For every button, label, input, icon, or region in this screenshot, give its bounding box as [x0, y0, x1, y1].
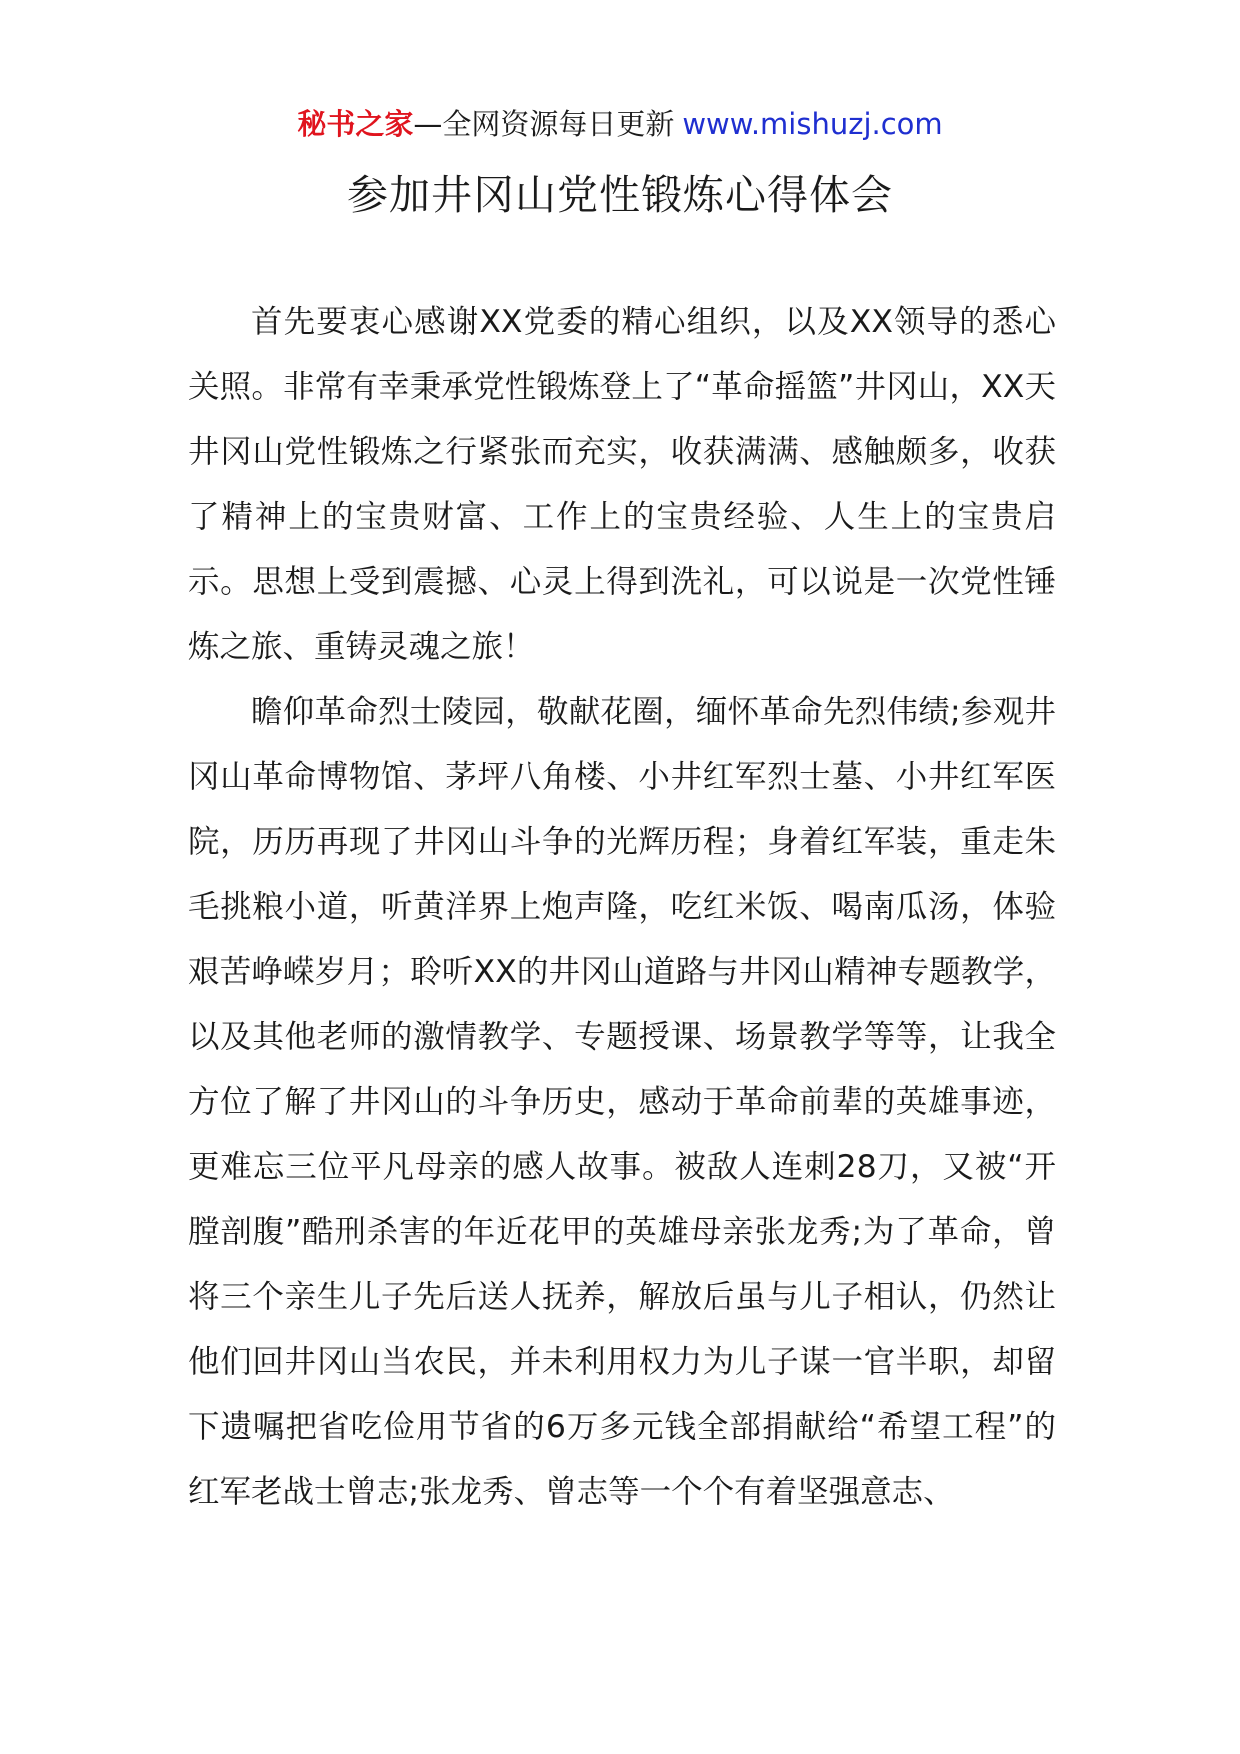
site-header — [0, 100, 1240, 148]
paragraph-1: 首先要衷心感谢XX党委的精心组织，以及XX领导的悉心关照。非常有幸秉承党性锻炼登上了“革命摇篮”井冈山，XX天井冈山党性锻炼之行紧张而充实，收获满满、感触颇多，收获了精神上的宝贵财富、工作上的宝贵经验、人生上的宝贵启示。思想上受到震撼、心灵上得到洗礼，可以说是一次党性锤炼之旅、重铸灵魂之旅！ — [188, 304, 1056, 665]
brand-name: 秘书之家 — [297, 107, 414, 141]
document-title: 参加井冈山党性锻炼心得体会 — [347, 171, 893, 219]
site-url-link[interactable]: www.mishuzj.com — [682, 107, 943, 141]
document-body — [188, 290, 1056, 1525]
paragraph-2: 瞻仰革命烈士陵园，敬献花圈，缅怀革命先烈伟绩;参观井冈山革命博物馆、茅坪八角楼、小井红军烈士墓、小井红军医院，历历再现了井冈山斗争的光辉历程；身着红军装，重走朱毛挑粮小道，听黄洋界上炮声隆，吃红米饭、喝南瓜汤，体验艰苦峥嵘岁月；聆听XX的井冈山道路与井冈山精神专题教学，以及其他老师的激情教学、专题授课、场景教学等等，让我全方位了解了井冈山的斗争历史，感动于革命前辈的英雄事迹，更难忘三位平凡母亲的感人故事。被敌人连刺28刀，又被“开膛剖腹”酷刑杀害的年近花甲的英雄母亲张龙秀;为了革命，曾将三个亲生儿子先后送人抚养，解放后虽与儿子相认，仍然让他们回井冈山当农民，并未利用权力为儿子谋一官半职，却留下遗嘱把省吃俭用节省的6万多元钱全部捐献给“希望工程”的红军老战士曾志;张龙秀、曾志等一个个有着坚强意志、 — [188, 694, 1056, 1510]
header-tagline: —全网资源每日更新 — [413, 107, 675, 141]
